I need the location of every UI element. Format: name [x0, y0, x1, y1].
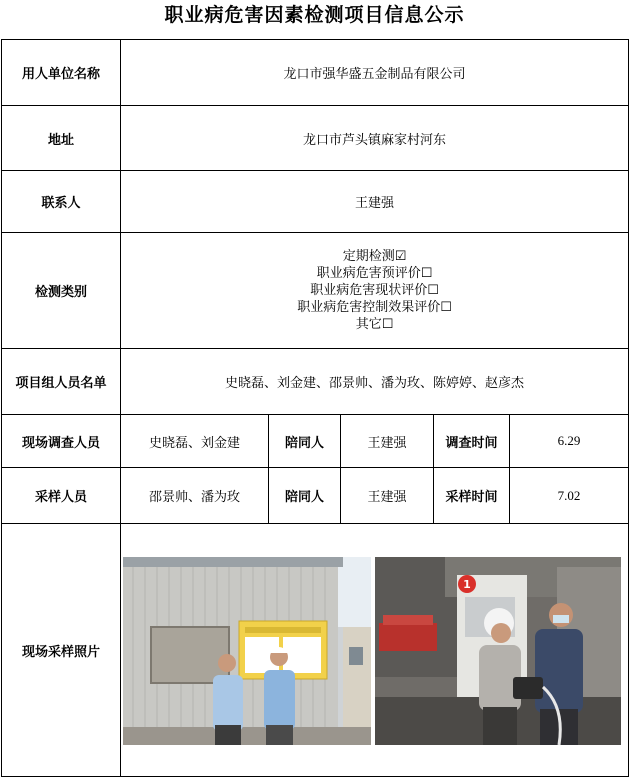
photos-cell — [121, 524, 629, 777]
employer-label: 用人单位名称 — [2, 40, 121, 106]
survey-value: 史晓磊、刘金建 — [121, 415, 269, 468]
sampling-label: 采样人员 — [2, 468, 121, 524]
team-value: 史晓磊、刘金建、邵景帅、潘为玫、陈婷婷、赵彦杰 — [121, 349, 629, 415]
info-table — [1, 39, 629, 777]
contact-value: 王建强 — [121, 171, 629, 233]
survey-escort-value: 王建强 — [341, 415, 434, 468]
type-options — [121, 233, 629, 349]
type-option-control-evaluation: 职业病危害控制效果评价☐ — [297, 300, 452, 315]
row-sampling — [2, 468, 629, 524]
sampling-escort-label: 陪同人 — [269, 468, 341, 524]
address-value: 龙口市芦头镇麻家村河东 — [121, 106, 629, 171]
type-option-status-evaluation: 职业病危害现状评价☐ — [310, 283, 439, 298]
team-label: 项目组人员名单 — [2, 349, 121, 415]
row-address — [2, 106, 629, 171]
row-team — [2, 349, 629, 415]
survey-label: 现场调查人员 — [2, 415, 121, 468]
machine-badge-number: 1 — [463, 578, 471, 591]
site-photo-outdoor — [123, 557, 371, 745]
photos-label: 现场采样照片 — [2, 524, 121, 777]
type-option-pre-evaluation: 职业病危害预评价☐ — [316, 266, 433, 281]
row-employer — [2, 40, 629, 106]
row-photos — [2, 524, 629, 777]
sampling-time-value: 7.02 — [510, 468, 629, 524]
row-type — [2, 233, 629, 349]
type-label: 检测类别 — [2, 233, 121, 349]
address-label: 地址 — [2, 106, 121, 171]
sampling-escort-value: 王建强 — [341, 468, 434, 524]
survey-time-label: 调查时间 — [434, 415, 510, 468]
survey-escort-label: 陪同人 — [269, 415, 341, 468]
employer-value: 龙口市强华盛五金制品有限公司 — [121, 40, 629, 106]
type-option-periodic: 定期检测☑ — [342, 249, 407, 264]
row-contact — [2, 171, 629, 233]
site-photo-workshop — [375, 557, 621, 745]
type-option-other: 其它☐ — [355, 317, 394, 332]
page-title: 职业病危害因素检测项目信息公示 — [164, 4, 465, 26]
survey-time-value: 6.29 — [510, 415, 629, 468]
row-survey — [2, 415, 629, 468]
contact-label: 联系人 — [2, 171, 121, 233]
sampling-time-label: 采样时间 — [434, 468, 510, 524]
sampling-value: 邵景帅、潘为玫 — [121, 468, 269, 524]
